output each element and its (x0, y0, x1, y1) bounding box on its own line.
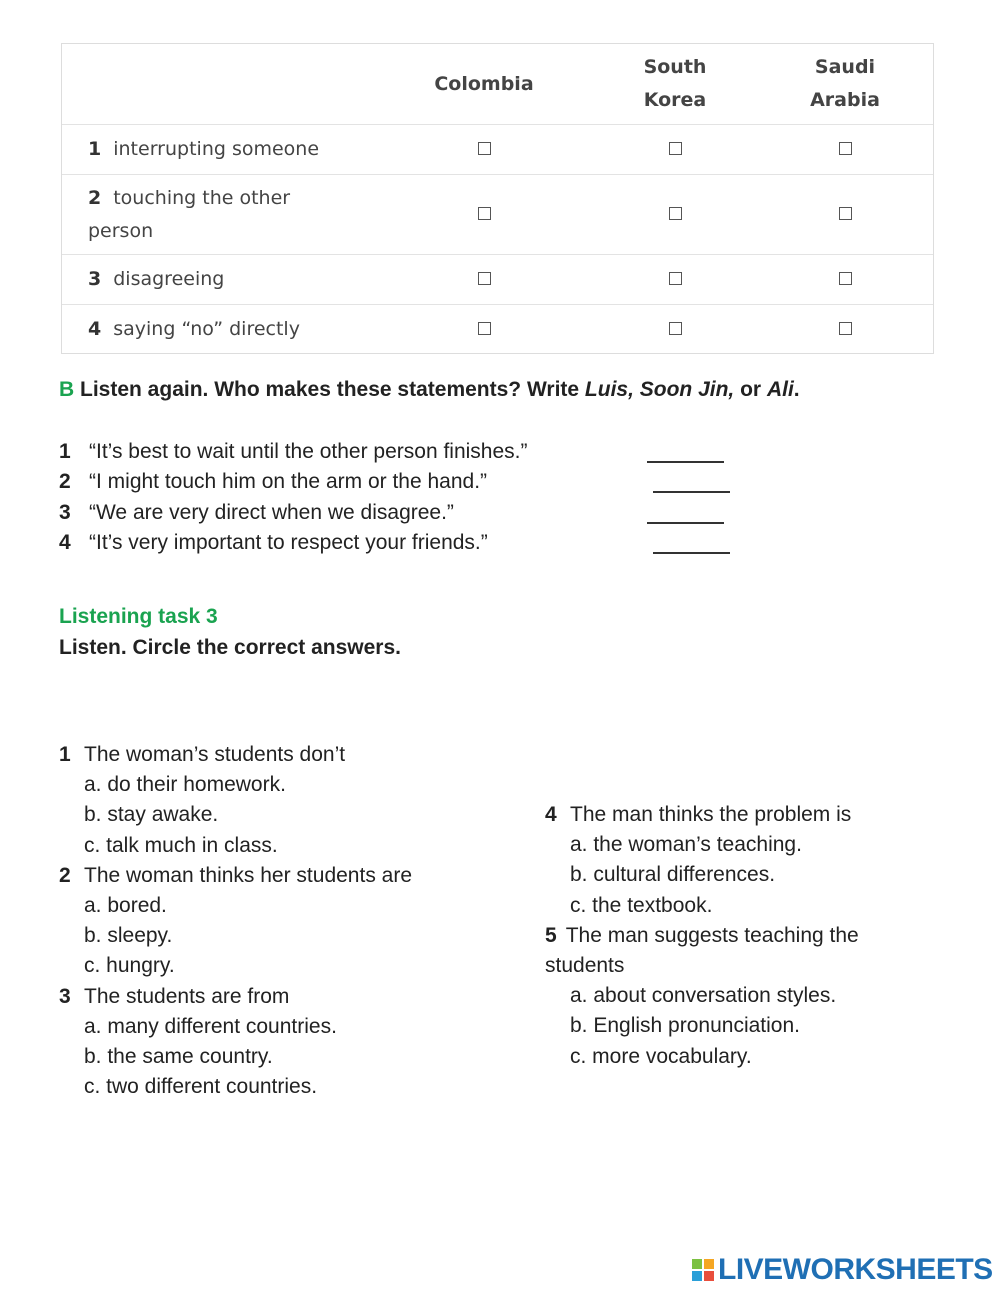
answer-blank[interactable] (647, 522, 724, 524)
answer-blank[interactable] (653, 552, 730, 554)
task-instruction: Listen. Circle the correct answers. (59, 636, 401, 659)
question-continued: students (545, 954, 625, 978)
statement-item: 4 “It’s very important to respect your friends.” (59, 528, 759, 558)
question: 4 The man thinks the problem is (545, 803, 852, 826)
liveworksheets-logo (692, 1253, 993, 1287)
answer-option[interactable]: b. cultural differences. (570, 863, 776, 887)
answer-option[interactable]: a. about conversation styles. (570, 984, 837, 1008)
checkbox-south-korea[interactable] (669, 142, 682, 155)
logo-blocks-icon (692, 1259, 714, 1281)
answer-option[interactable]: a. many different countries. (84, 1014, 337, 1038)
questions-right-column (545, 800, 965, 1072)
table-row (62, 254, 933, 305)
checkbox-south-korea[interactable] (669, 322, 682, 335)
question: 5 The man suggests teaching the (545, 923, 859, 947)
answer-blank[interactable] (653, 491, 730, 493)
row-label: 3 disagreeing (88, 268, 225, 290)
country-table (61, 43, 934, 354)
answer-option[interactable]: a. bored. (84, 894, 167, 918)
row-label: 4 saying “no” directly (88, 318, 300, 340)
checkbox-colombia[interactable] (478, 207, 491, 220)
table-row (62, 174, 933, 255)
statement-item: 1 “It’s best to wait until the other person finishes.” (59, 437, 759, 467)
answer-option[interactable]: c. talk much in class. (84, 833, 278, 857)
section-b-heading: B Listen again. Who makes these statements? Write Luis, Soon Jin, or Ali. (59, 378, 800, 401)
statement-item: 2 “I might touch him on the arm or the hand.” (59, 467, 759, 497)
table-header-row (62, 44, 933, 124)
answer-option[interactable]: c. two different countries. (84, 1075, 318, 1099)
answer-option[interactable]: b. English pronunciation. (570, 1014, 800, 1038)
answer-option[interactable]: c. the textbook. (570, 893, 713, 917)
answer-option[interactable]: b. stay awake. (84, 803, 219, 827)
question: 2 The woman thinks her students are (59, 863, 413, 887)
answer-option[interactable]: c. more vocabulary. (570, 1044, 752, 1068)
answer-option[interactable]: c. hungry. (84, 954, 175, 978)
checkbox-south-korea[interactable] (669, 272, 682, 285)
answer-option[interactable]: b. the same country. (84, 1045, 273, 1069)
answer-option[interactable]: a. do their homework. (84, 773, 286, 797)
answer-blank[interactable] (647, 461, 724, 463)
table-row (62, 124, 933, 175)
listening-task-3-title: Listening task 3 (59, 605, 218, 628)
checkbox-saudi-arabia[interactable] (839, 207, 852, 220)
checkbox-saudi-arabia[interactable] (839, 272, 852, 285)
question: 3 The students are from (59, 984, 290, 1008)
statement-list (59, 437, 759, 558)
checkbox-saudi-arabia[interactable] (839, 142, 852, 155)
statement-item: 3 “We are very direct when we disagree.” (59, 498, 759, 528)
row-label: 1 interrupting someone (88, 138, 320, 160)
question: 1 The woman’s students don’t (59, 743, 346, 766)
checkbox-saudi-arabia[interactable] (839, 322, 852, 335)
checkbox-colombia[interactable] (478, 322, 491, 335)
col-header-south-korea: South Korea (643, 56, 707, 111)
logo-text: LIVEWORKSHEETS (718, 1253, 993, 1286)
col-header-saudi-arabia: Saudi Arabia (810, 56, 880, 111)
checkbox-colombia[interactable] (478, 142, 491, 155)
answer-option[interactable]: a. the woman’s teaching. (570, 833, 802, 857)
checkbox-south-korea[interactable] (669, 207, 682, 220)
row-label: 2 touching the other (88, 187, 291, 209)
table-row (62, 304, 933, 354)
answer-option[interactable]: b. sleepy. (84, 924, 173, 948)
row-label-continued: person (88, 220, 154, 242)
checkbox-colombia[interactable] (478, 272, 491, 285)
col-header-colombia: Colombia (434, 72, 534, 95)
questions-left-column (59, 740, 519, 1102)
